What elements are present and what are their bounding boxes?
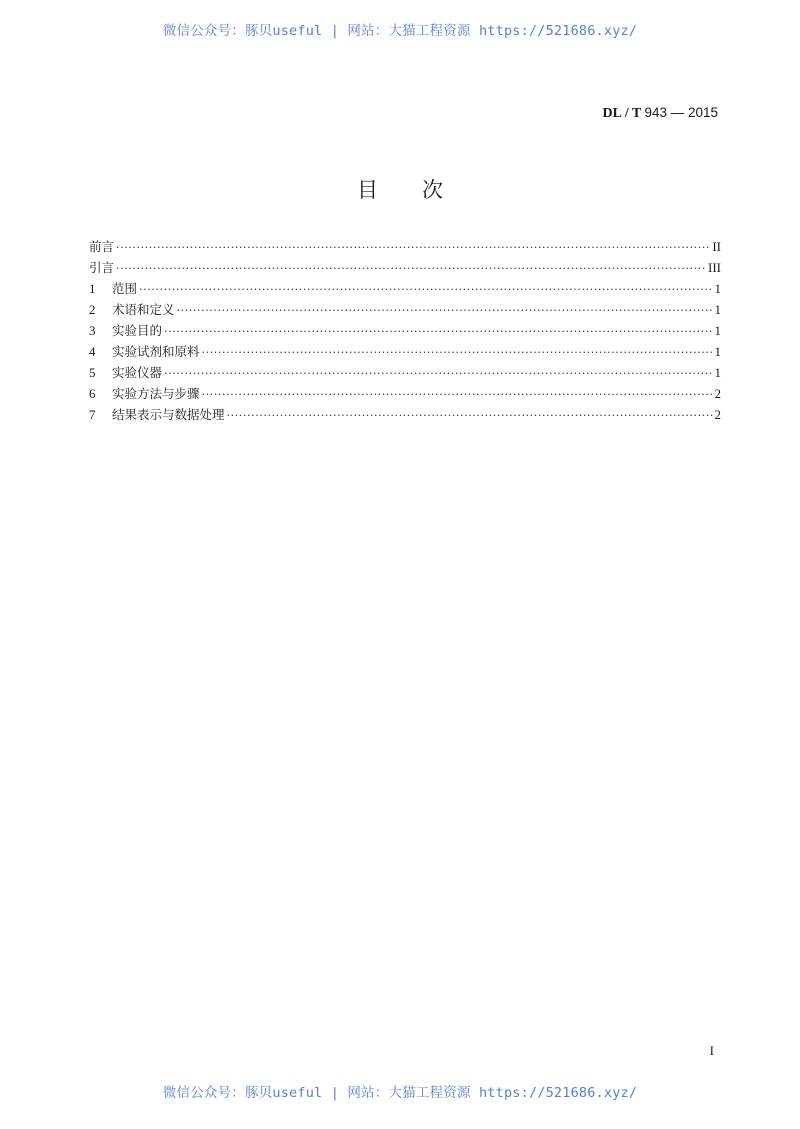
toc-leader-dots [227, 405, 713, 426]
toc-entry[interactable] [89, 257, 721, 278]
page-title: 目次 [357, 178, 487, 202]
toc-entry-number: 2 [89, 302, 96, 317]
toc-entry-label: 引言 [89, 260, 115, 275]
toc-entry-label: 实验方法与步骤 [112, 386, 200, 401]
table-of-contents [89, 236, 721, 425]
toc-leader-dots [202, 342, 713, 363]
toc-leader-dots [164, 363, 712, 384]
toc-entry-label: 实验仪器 [112, 365, 163, 380]
standard-number: 943 — 2015 [644, 105, 718, 120]
toc-leader-dots [164, 321, 712, 342]
toc-entry-label: 实验目的 [112, 323, 163, 338]
toc-entry-page: 1 [714, 302, 721, 317]
toc-entry-label: 结果表示与数据处理 [112, 407, 225, 422]
toc-entry-page: 2 [714, 386, 721, 401]
toc-entry-page: 2 [714, 407, 721, 422]
toc-entry-page: 1 [714, 323, 721, 338]
standard-prefix: DL / T [602, 106, 641, 121]
toc-entry-page: III [708, 260, 721, 275]
toc-leader-dots [202, 384, 713, 405]
toc-leader-dots [177, 300, 713, 321]
toc-entry-page: 1 [714, 365, 721, 380]
toc-entry[interactable] [89, 299, 721, 320]
toc-entry[interactable] [89, 341, 721, 362]
toc-entry-number: 3 [89, 323, 96, 338]
watermark-top: 微信公众号：豚贝useful | 网站：大猫工程资源 https://521686.xyz/ [162, 23, 638, 39]
toc-entry-number: 7 [89, 407, 96, 422]
toc-entry-page: 1 [714, 344, 721, 359]
toc-entry-label: 范围 [112, 281, 138, 296]
page-number: I [709, 1043, 714, 1058]
toc-entry-page: 1 [714, 281, 721, 296]
toc-entry-label: 实验试剂和原料 [112, 344, 200, 359]
toc-leader-dots [116, 237, 710, 258]
toc-leader-dots [139, 279, 712, 300]
toc-entry[interactable] [89, 362, 721, 383]
toc-entry[interactable] [89, 320, 721, 341]
toc-entry-number: 6 [89, 386, 96, 401]
toc-entry-number: 1 [89, 281, 96, 296]
toc-entry[interactable] [89, 383, 721, 404]
toc-entry-label: 前言 [89, 239, 115, 254]
toc-leader-dots [116, 258, 706, 279]
toc-entry[interactable] [89, 404, 721, 425]
toc-entry[interactable] [89, 236, 721, 257]
toc-entry-number: 4 [89, 344, 96, 359]
toc-entry-label: 术语和定义 [112, 302, 175, 317]
watermark-bottom: 微信公众号：豚贝useful | 网站：大猫工程资源 https://521686.xyz/ [162, 1085, 638, 1101]
toc-entry-page: II [712, 239, 721, 254]
toc-entry-number: 5 [89, 365, 96, 380]
toc-entry[interactable] [89, 278, 721, 299]
standard-code [603, 105, 718, 122]
